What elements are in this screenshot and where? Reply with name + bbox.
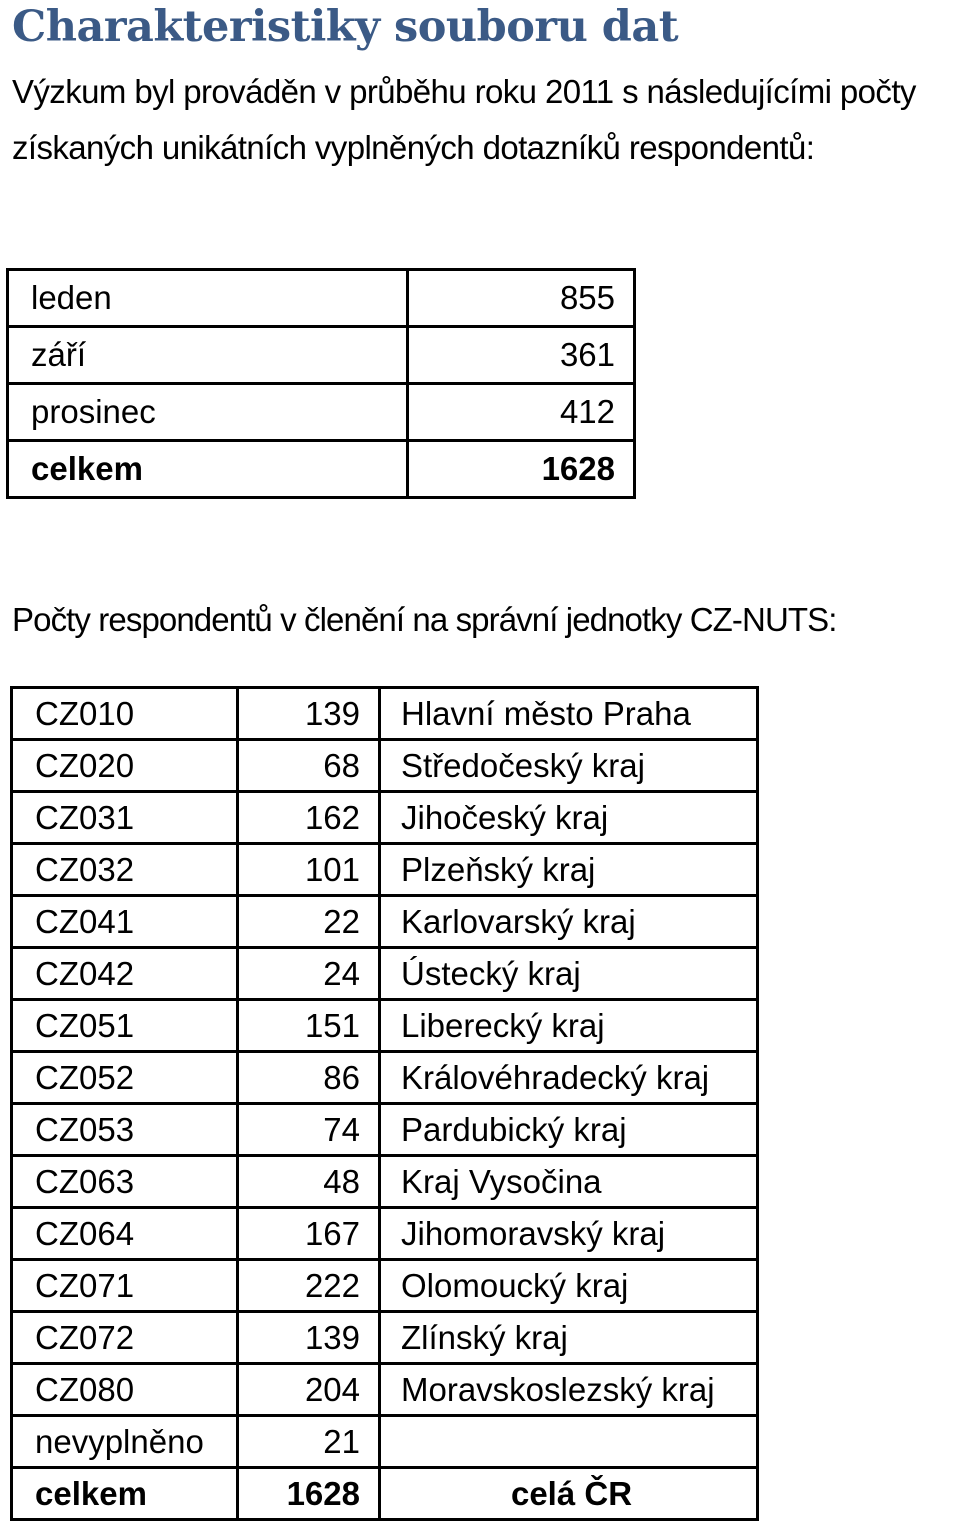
respondent-count: 167 [238, 1208, 380, 1260]
total-label: celkem [12, 1468, 238, 1520]
respondent-count: 139 [238, 688, 380, 740]
table-row [12, 1052, 758, 1104]
table-row [12, 1208, 758, 1260]
nuts-code: CZ053 [12, 1104, 238, 1156]
total-label: celkem [8, 441, 408, 498]
region-name: Plzeňský kraj [380, 844, 758, 896]
region-name: Hlavní město Praha [380, 688, 758, 740]
month-label: prosinec [8, 384, 408, 441]
region-name: Liberecký kraj [380, 1000, 758, 1052]
nuts-code: nevyplněno [12, 1416, 238, 1468]
region-name: Kraj Vysočina [380, 1156, 758, 1208]
nuts-code: CZ042 [12, 948, 238, 1000]
nuts-code: CZ052 [12, 1052, 238, 1104]
total-count: 1628 [238, 1468, 380, 1520]
region-name [380, 1416, 758, 1468]
table-row [12, 844, 758, 896]
nuts-code: CZ032 [12, 844, 238, 896]
region-name: Olomoucký kraj [380, 1260, 758, 1312]
respondent-count: 162 [238, 792, 380, 844]
nuts-code: CZ064 [12, 1208, 238, 1260]
nuts-code: CZ063 [12, 1156, 238, 1208]
total-region: celá ČR [380, 1468, 758, 1520]
nuts-code: CZ031 [12, 792, 238, 844]
respondent-count: 24 [238, 948, 380, 1000]
nuts-code: CZ041 [12, 896, 238, 948]
nuts-code: CZ020 [12, 740, 238, 792]
respondent-count: 21 [238, 1416, 380, 1468]
month-count: 361 [408, 327, 635, 384]
nuts-code: CZ080 [12, 1364, 238, 1416]
respondent-count: 22 [238, 896, 380, 948]
table-row [12, 1156, 758, 1208]
table-row [8, 270, 635, 327]
region-name: Ústecký kraj [380, 948, 758, 1000]
respondent-count: 68 [238, 740, 380, 792]
total-count: 1628 [408, 441, 635, 498]
table-row [12, 1312, 758, 1364]
respondent-count: 204 [238, 1364, 380, 1416]
month-label: leden [8, 270, 408, 327]
table-row [8, 327, 635, 384]
page-title: Charakteristiky souboru dat [12, 2, 679, 52]
region-name: Jihomoravský kraj [380, 1208, 758, 1260]
nuts-section-heading: Počty respondentů v členění na správní jednotky CZ-NUTS: [12, 601, 837, 638]
nuts-code: CZ051 [12, 1000, 238, 1052]
intro-paragraph: Výzkum byl prováděn v průběhu roku 2011 s následujícími počty získaných unikátních vyplněných dotazníků respondentů: [12, 73, 916, 166]
table-row [12, 896, 758, 948]
month-count: 855 [408, 270, 635, 327]
table-row [12, 1416, 758, 1468]
month-label: září [8, 327, 408, 384]
total-row [12, 1468, 758, 1520]
region-name: Moravskoslezský kraj [380, 1364, 758, 1416]
respondent-count: 139 [238, 1312, 380, 1364]
nuts-code: CZ010 [12, 688, 238, 740]
table-row [12, 792, 758, 844]
respondent-count: 74 [238, 1104, 380, 1156]
respondent-count: 222 [238, 1260, 380, 1312]
region-name: Středočeský kraj [380, 740, 758, 792]
table-row [12, 1364, 758, 1416]
table-row [12, 948, 758, 1000]
table-row [12, 740, 758, 792]
nuts-code: CZ071 [12, 1260, 238, 1312]
month-count: 412 [408, 384, 635, 441]
table-row [12, 1000, 758, 1052]
region-name: Jihočeský kraj [380, 792, 758, 844]
region-name: Královéhradecký kraj [380, 1052, 758, 1104]
monthly-counts-table [6, 268, 636, 499]
table-row [12, 688, 758, 740]
region-name: Zlínský kraj [380, 1312, 758, 1364]
nuts-table-body [12, 688, 758, 1520]
region-name: Pardubický kraj [380, 1104, 758, 1156]
total-row [8, 441, 635, 498]
respondent-count: 48 [238, 1156, 380, 1208]
table-row [8, 384, 635, 441]
table-row [12, 1104, 758, 1156]
region-name: Karlovarský kraj [380, 896, 758, 948]
respondent-count: 101 [238, 844, 380, 896]
respondent-count: 86 [238, 1052, 380, 1104]
nuts-code: CZ072 [12, 1312, 238, 1364]
nuts-counts-table [10, 686, 759, 1521]
table-row [12, 1260, 758, 1312]
respondent-count: 151 [238, 1000, 380, 1052]
